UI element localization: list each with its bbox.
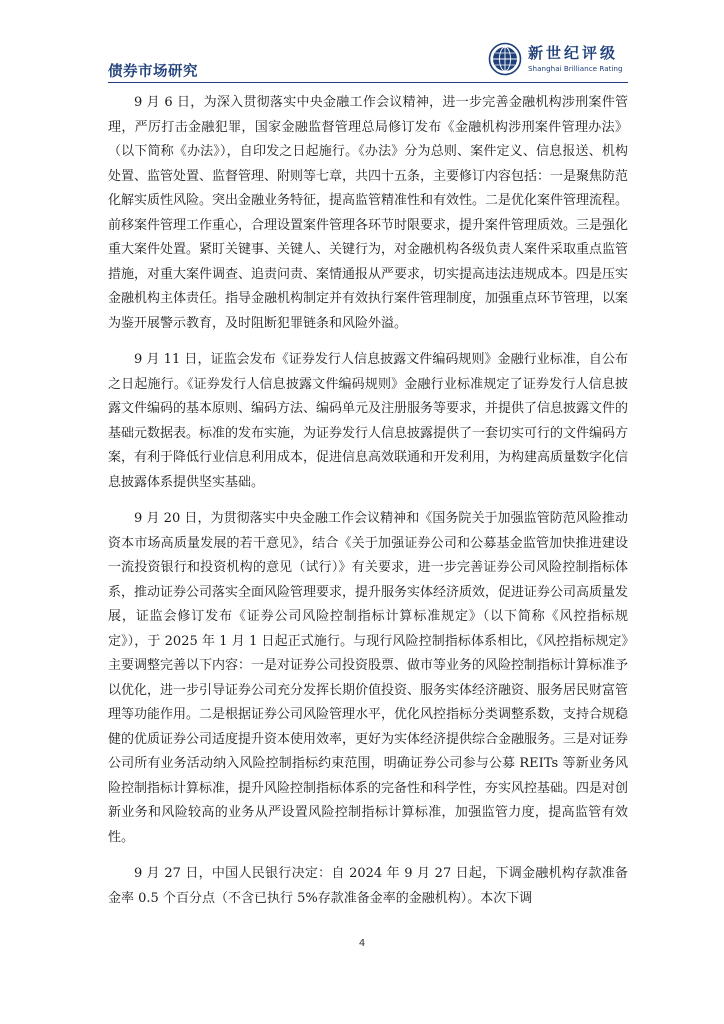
paragraph: 9 月 6 日，为深入贯彻落实中央金融工作会议精神，进一步完善金融机构涉刑案件管理，严厉打击金融犯罪，国家金融监督管理总局修订发布《金融机构涉刑案件管理办法》（以下简称《办法》），自印发之日起施行。《办法》分为总则、案件定义、信息报送、机构处置、监管处置、监督管理、附则等七章，共四十五条，主要修订内容包括：一是聚焦防范化解实质性风险。突出金融业务特征，提高监管精准性和有效性。二是优化案件管理流程。前移案件管理工作重心，合理设置案件管理各环节时限要求，提升案件管理质效。三是强化重大案件处置。紧盯关键事、关键人、关键行为，对金融机构各级负责人案件采取重点监管措施，对重大案件调查、追责问责、案情通报从严要求，切实提高违法违规成本。四是压实金融机构主体责任。指导金融机构制定并有效执行案件管理制度，加强重点环节管理，以案为鉴开展警示教育，及时阻断犯罪链条和风险外溢。 [108, 95, 629, 331]
paragraph: 9 月 11 日，证监会发布《证券发行人信息披露文件编码规则》金融行业标准，自公布之日起施行。《证券发行人信息披露文件编码规则》金融行业标准规定了证券发行人信息披露文件编码的基本原则、编码方法、编码单元及注册服务等要求，并提供了信息披露文件的基础元数据表。标准的发布实施，为证券发行人信息披露提供了一套切实可行的文件编码方案，有利于降低行业信息利用成本，促进信息高效联通和开发利用，为构建高质量数字化信息披露体系提供坚实基础。 [108, 352, 629, 490]
logo-chinese-name: 新世纪评级 [528, 44, 619, 62]
logo-english-name: Shanghai Brilliance Rating [528, 64, 623, 73]
header-divider [108, 82, 628, 83]
globe-emblem-icon [488, 42, 522, 76]
page-number: 4 [358, 938, 366, 949]
paragraph: 9 月 20 日，为贯彻落实中央金融工作会议精神和《国务院关于加强监管防范风险推动资本市场高质量发展的若干意见》，结合《关于加强证券公司和公募基金监管加快推进建设一流投资银行和投资机构的意见（试行）》有关要求，进一步完善证券公司风险控制指标体系，推动证券公司落实全面风险管理要求，提升服务实体经济质效，促进证券公司高质量发展，证监会修订发布《证券公司风险控制指标计算标准规定》（以下简称《风控指标规定》），于 2025 年 1 月 1 日起正式施行。与现行风险控制指标体系相比，《风控指标规定》主要调整完善以下内容：一是对证券公司投资股票、做市等业务的风险控制指标计算标准予以优化，进一步引导证券公司充分发挥长期价值投资、服务实体经济融资、服务居民财富管理等功能作用。二是根据证券公司风险管理水平，优化风控指标分类调整系数，支持合规稳健的优质证券公司适度提升资本使用效率，更好为实体经济提供综合金融服务。三是对证券公司所有业务活动纳入风险控制指标约束范围，明确证券公司参与公募 REITs 等新业务风险控制指标计算标准，提升风险控制指标体系的完备性和科学性，夯实风控基础。四是对创新业务和风险较高的业务从严设置风险控制指标计算标准，加强监管力度，提高监管有效性。 [108, 511, 629, 845]
body-text [108, 91, 628, 923]
brand-logo [488, 40, 628, 80]
paragraph: 9 月 27 日，中国人民银行决定：自 2024 年 9 月 27 日起，下调金融机构存款准备金率 0.5 个百分点（不含已执行 5%存款准备金率的金融机构）。本次下调 [108, 866, 628, 906]
page-header [108, 40, 628, 84]
report-series-title: 债券市场研究 [108, 64, 198, 80]
